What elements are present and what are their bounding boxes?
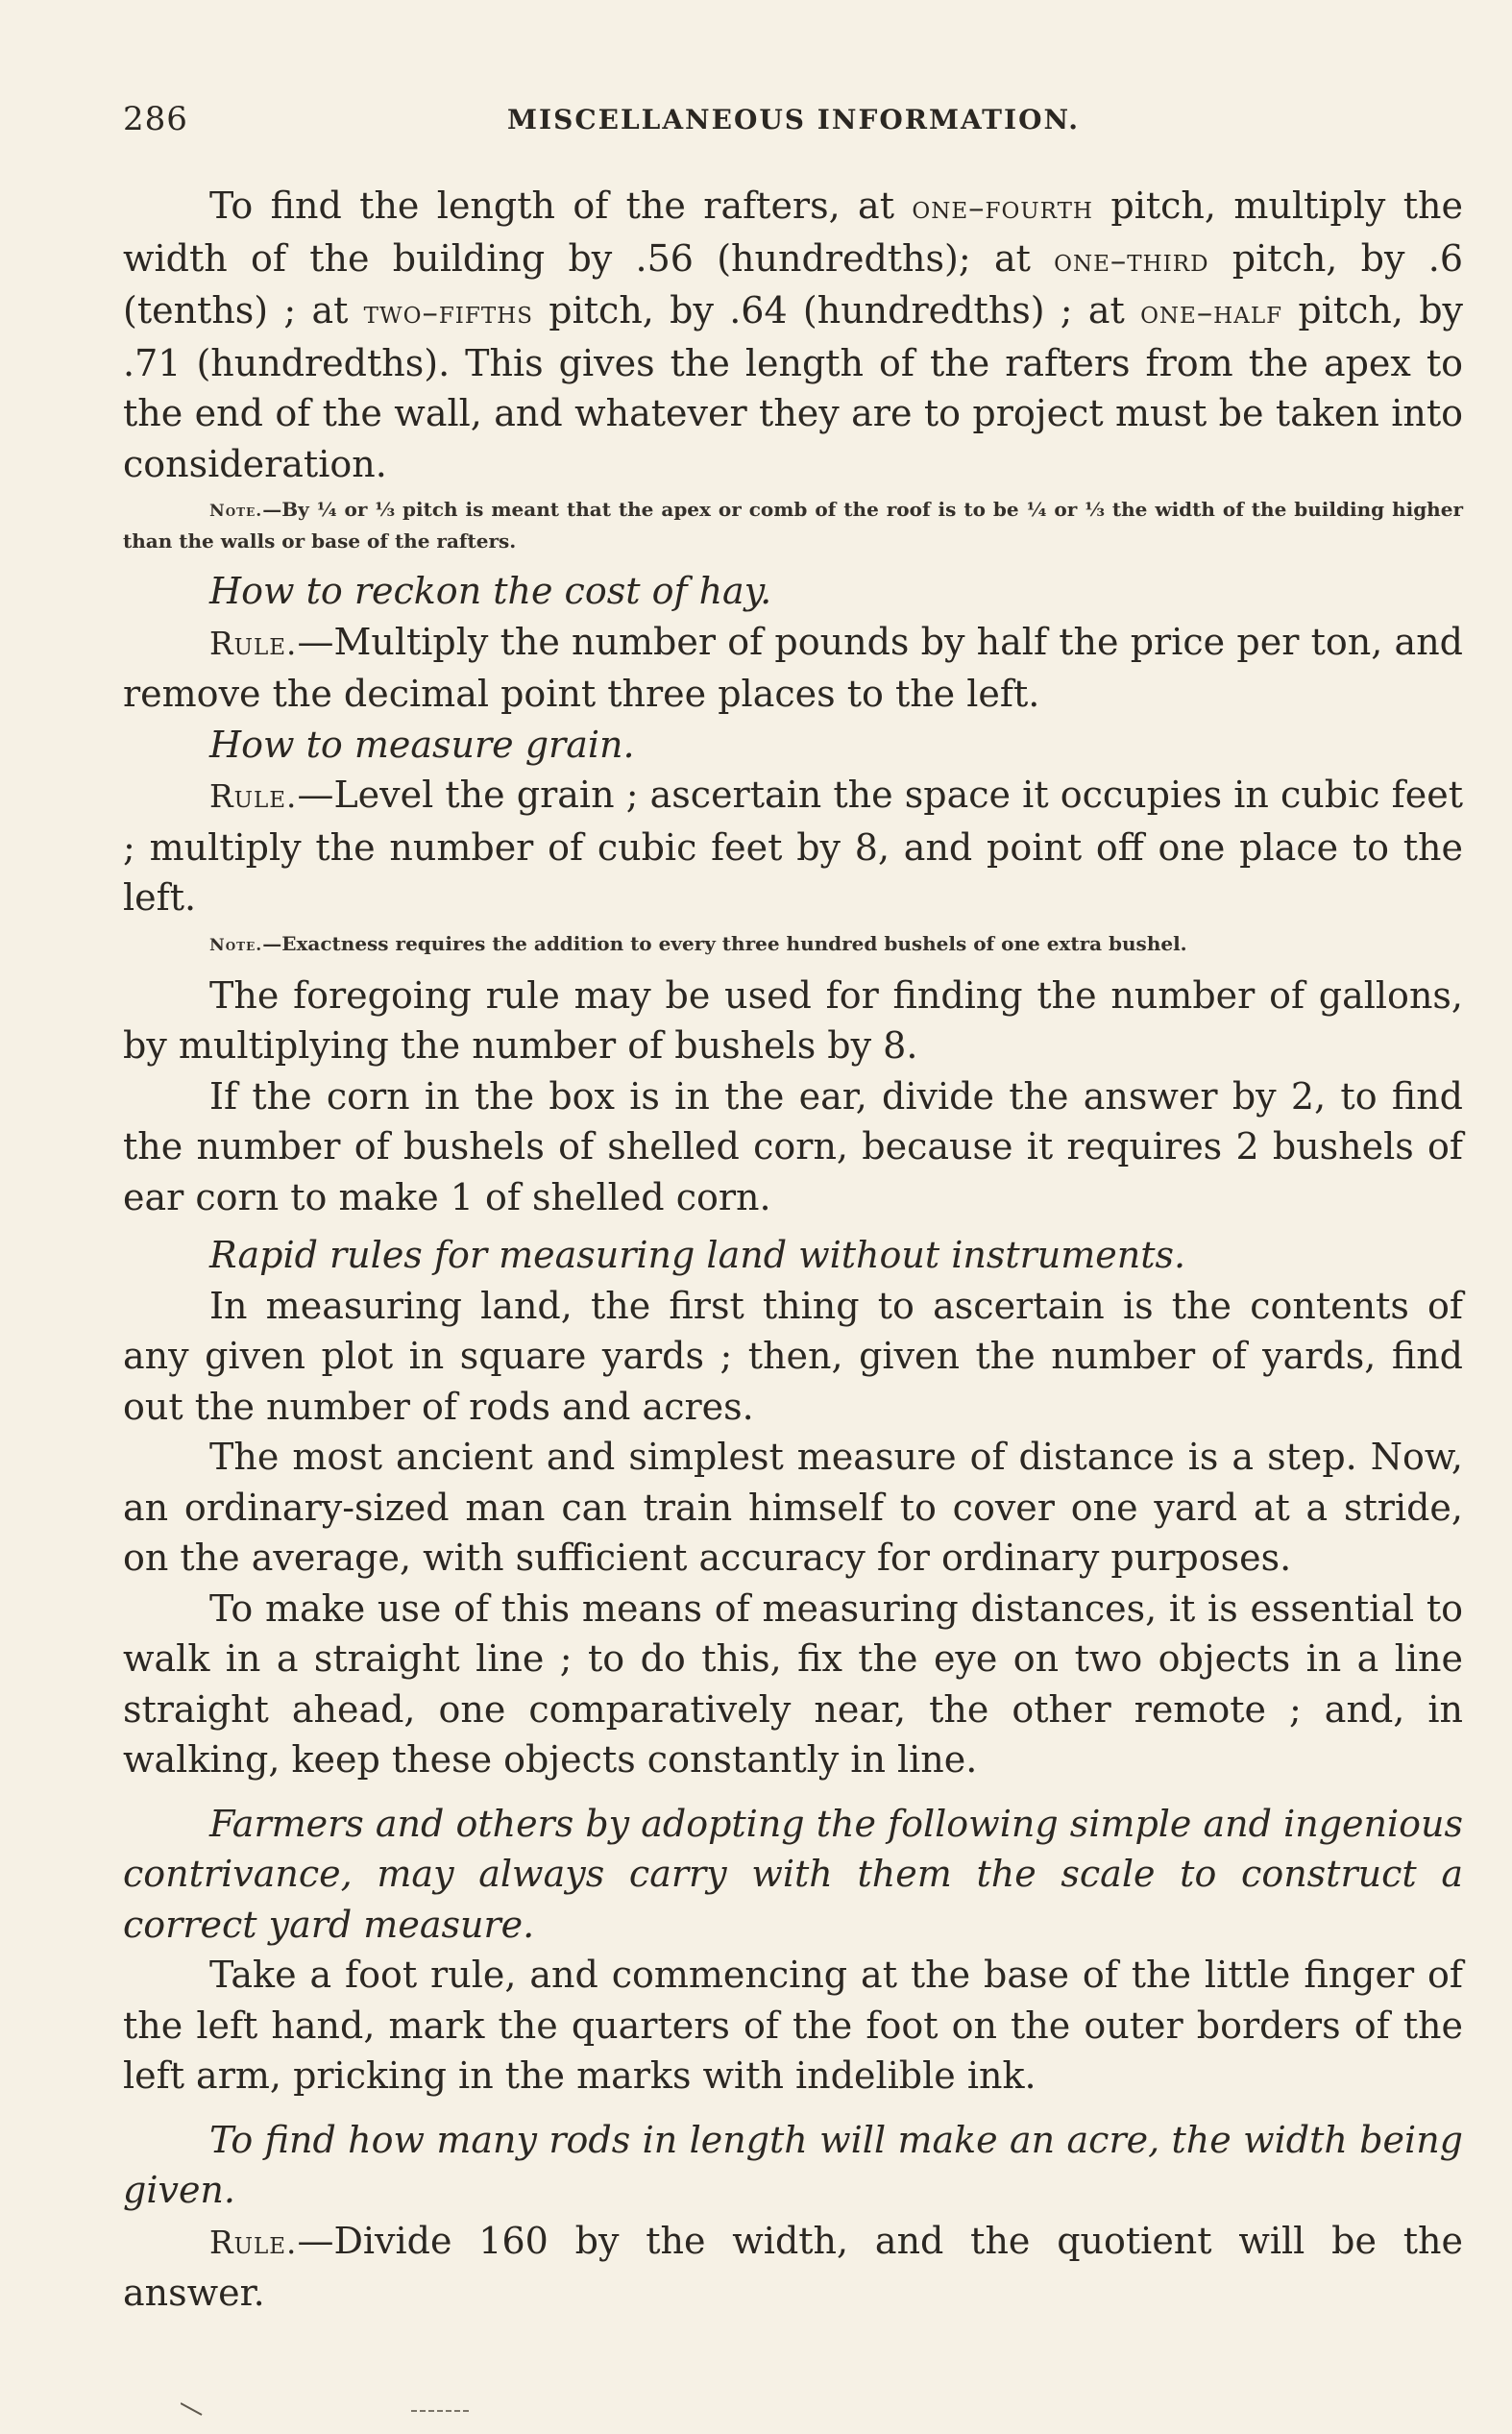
land-paragraph-1: In measuring land, the first thing to ascertain is the contents of any given plot in square yards ; then, given the number of yards, find out the number of rods and acres. bbox=[123, 1284, 1463, 1428]
text-run: To find the length of the rafters, at bbox=[209, 184, 913, 227]
page-number: 286 bbox=[123, 100, 188, 138]
land-paragraph-2: The most ancient and simplest measure of distance is a step. Now, an ordinary-sized man can train himself to cover one yard at a stride, on the average, with sufficient accuracy for ordinary purposes. bbox=[123, 1436, 1463, 1579]
hay-heading: How to reckon the cost of hay. bbox=[209, 570, 772, 612]
page-header bbox=[123, 100, 1463, 148]
grain-note bbox=[123, 929, 1463, 961]
rule-label: Rule. bbox=[209, 2224, 298, 2261]
text-run: pitch, by .71 (hundredths). This gives the length of the rafters from the apex to the end of the wall, and whatever they are to project must be taken into consideration. bbox=[123, 289, 1463, 485]
print-marks bbox=[181, 2393, 565, 2426]
rule-text: —Level the grain ; ascertain the space it occupies in cubic feet ; multiply the number of cubic feet by 8, and point off one place to the left. bbox=[123, 774, 1463, 919]
yard-heading: Farmers and others by adopting the following simple and ingenious contrivance, may always carry with them the scale to construct a correct yard measure. bbox=[123, 1802, 1463, 1946]
grain-rule bbox=[123, 770, 1463, 923]
text-run: pitch, multiply the width of the building by .56 (hundredths); at bbox=[123, 184, 1463, 280]
pitch-one-third: one–third bbox=[1054, 241, 1209, 279]
page-body bbox=[123, 181, 1463, 2319]
rafters-paragraph bbox=[123, 181, 1463, 489]
rods-rule bbox=[123, 2216, 1463, 2319]
rule-text: —Multiply the number of pounds by half the price per ton, and remove the decimal point three places to the left. bbox=[123, 620, 1463, 715]
rule-text: —Divide 160 by the width, and the quotient will be the answer. bbox=[123, 2219, 1463, 2314]
hay-rule bbox=[123, 617, 1463, 720]
note-text: —Exactness requires the addition to every three hundred bushels of one extra bushel. bbox=[262, 931, 1187, 955]
pitch-two-fifths: two–fifths bbox=[363, 294, 534, 331]
text-run: pitch, by .6 (tenths) ; at bbox=[123, 236, 1463, 332]
rods-heading: To find how many rods in length will make an acre, the width being given. bbox=[123, 2118, 1463, 2211]
grain-heading: How to measure grain. bbox=[209, 723, 635, 766]
ear-corn-paragraph: If the corn in the box is in the ear, divide the answer by 2, to find the number of bushels of shelled corn, because it requires 2 bushels of ear corn to make 1 of shelled corn. bbox=[123, 1074, 1463, 1218]
note-label: Note. bbox=[209, 935, 263, 955]
note-label: Note. bbox=[209, 502, 263, 521]
pitch-one-fourth: one–fourth bbox=[912, 189, 1093, 226]
pitch-one-half: one–half bbox=[1140, 294, 1283, 331]
rafters-note bbox=[123, 495, 1463, 556]
text-run: pitch, by .64 (hundredths) ; at bbox=[533, 289, 1141, 332]
land-heading: Rapid rules for measuring land without instruments. bbox=[209, 1234, 1186, 1276]
stray-marks-icon bbox=[181, 2399, 565, 2419]
running-title: MISCELLANEOUS INFORMATION. bbox=[507, 104, 1081, 135]
gallons-paragraph: The foregoing rule may be used for finding the number of gallons, by multiplying the number of bushels by 8. bbox=[123, 973, 1463, 1067]
note-text: —By ¼ or ⅓ pitch is meant that the apex or comb of the roof is to be ¼ or ⅓ the width of the building higher than the walls or base of the rafters. bbox=[123, 498, 1463, 553]
rule-label: Rule. bbox=[209, 625, 298, 662]
rule-label: Rule. bbox=[209, 778, 298, 815]
land-paragraph-3: To make use of this means of measuring distances, it is essential to walk in a straight line ; to do this, fix the eye on two objects in a line straight ahead, one comparatively near, the other remote ; and, in walking, keep these objects constantly in line. bbox=[123, 1586, 1463, 1781]
yard-paragraph: Take a foot rule, and commencing at the base of the little finger of the left hand, mark the quarters of the foot on the outer borders of the left arm, pricking in the marks with indelible ink. bbox=[123, 1954, 1463, 2097]
